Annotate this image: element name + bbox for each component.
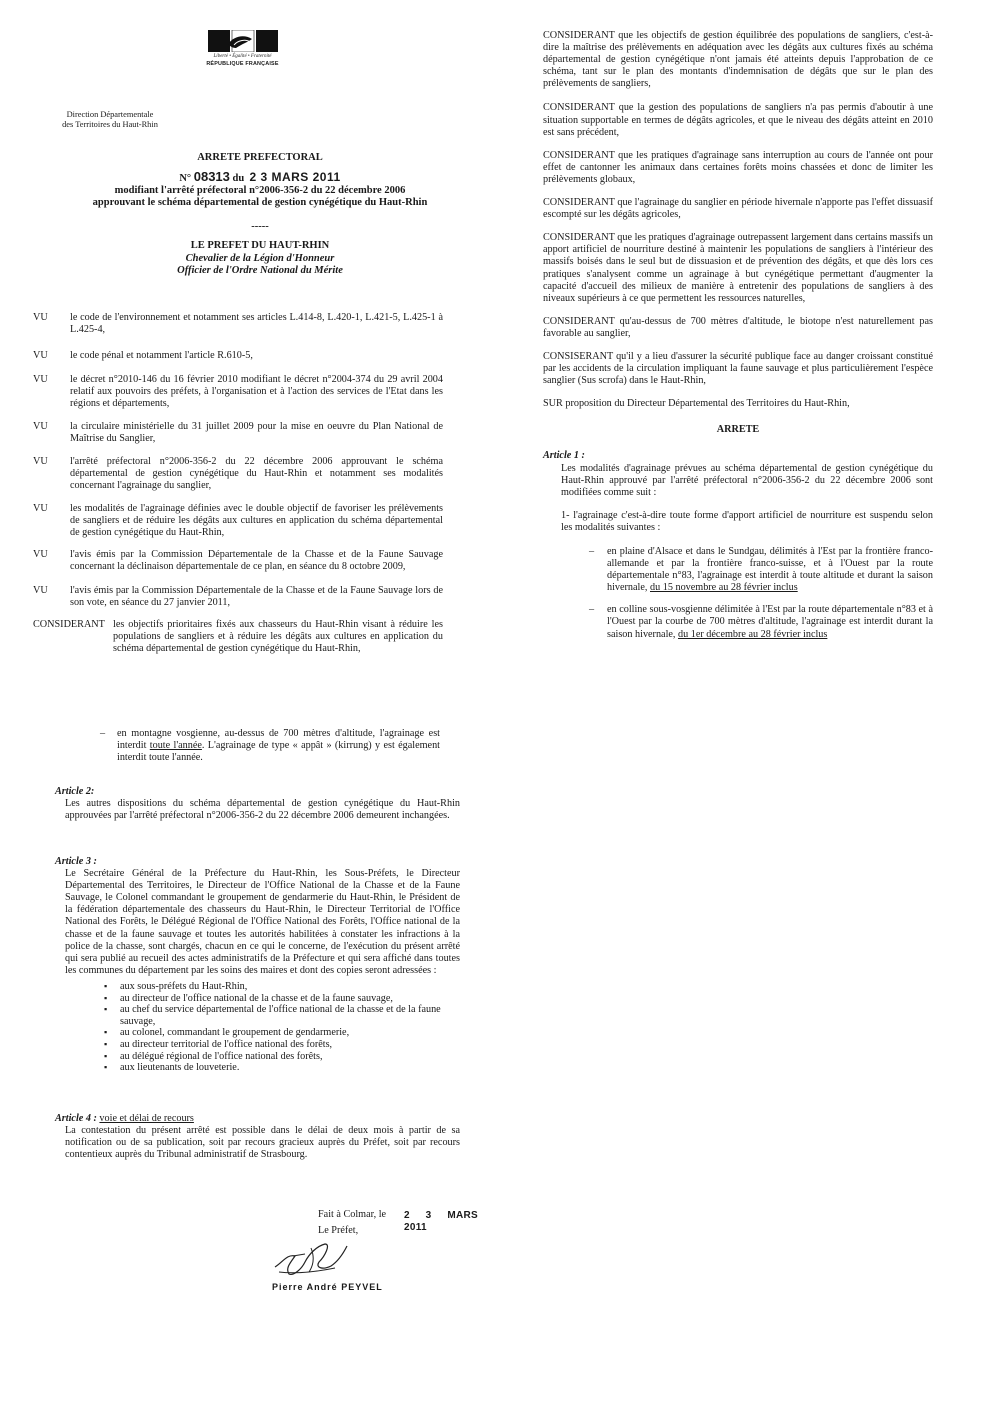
decree-subject-line-1: modifiant l'arrêté préfectoral n°2006-356-2 du 22 décembre 2006 [114,185,406,196]
prefect-title: LE PREFET DU HAUT-RHIN [190,240,330,251]
dash-bullet: – [589,546,595,557]
republic-name: RÉPUBLIQUE FRANÇAISE [206,61,279,67]
article-1-point-1: 1- l'agrainage c'est-à-dire toute forme d'apport artificiel de nourriture est suspendu selon les modalités suivantes : [561,509,933,533]
considerant-label: CONSIDERANT [543,197,615,209]
vu-text: l'avis émis par la Commission Départementale de la Chasse et de la Faune Sauvage lors de son vote, en séance du 27 janvier 2011, [70,585,443,609]
considerant-item [543,232,933,305]
zone-description: en montagne vosgienne, au-dessus de 700 mètres d'altitude, l'agrainage est interdit [117,728,440,752]
considerant-label: CONSIDERANT [543,315,615,327]
issuing-direction [40,110,180,130]
marianne-logo [200,30,285,80]
decree-number [60,171,460,186]
article-1-heading: Article 1 : [543,450,585,462]
article-4-text: La contestation du présent arrêté est possible dans le délai de deux mois à partir de sa notification ou de sa publication, soit par recours gracieux auprès du Préfet, soit par recours contentieux auprès du Tribunal administratif de Strasbourg. [65,1125,460,1161]
honor-line-1: Chevalier de la Légion d'Honneur [185,253,335,264]
article-3-heading: Article 3 : [55,856,97,867]
vu-text: la circulaire ministérielle du 31 juillet 2009 pour la mise en oeuvre du Plan National de Maîtrise du Sanglier, [70,421,443,445]
considerant-label: CONSISERANT [543,350,614,362]
considerant-text: que les pratiques d'agrainage outrepassent largement dans certains massifs un apport artificiel de nourriture destiné à maintenir les populations de sangliers à l'intérieur des massifs boisés dans le seul but de dissuasion et de prévention des dégâts, et que dès lors ces pratiques s'analysent comme un agrainage à but cynégétique permettant d'augmenter la capacité d'accueil des milieux de manière à entretenir des populations de sangliers à des niveaux supérieurs à ce que permettent les ressources naturelles, [543,232,933,304]
agrainage-zone-mountain [100,728,440,764]
decree-title: ARRETE PREFECTORAL [197,152,323,163]
article-4 [40,1113,460,1161]
considerants-column [543,30,933,641]
signature-date-stamp: 2 3 MARS 2011 [404,1210,478,1234]
recipient-item: ▪ aux lieutenants de louveterie. [110,1062,460,1074]
vu-text: le décret n°2010-146 du 16 février 2010 modifiant le décret n°2004-374 du 29 avril 2004 relatif aux pouvoirs des préfets, à l'organisation et à l'action des services de l'Etat dans les régions et départements, [70,374,443,410]
recipient-item: ▪ au directeur territorial de l'office national des forêts, [110,1039,460,1051]
zone-period: du 15 novembre au 28 février inclus [650,582,798,594]
recipient-item: ▪ au colonel, commandant le groupement de gendarmerie, [110,1027,460,1039]
vu-label: VU [33,421,48,432]
vu-item [33,374,443,414]
recipient-item: ▪ au directeur de l'office national de la chasse et de la faune sauvage, [110,993,460,1005]
handwritten-signature-icon [265,1232,355,1282]
vu-item [33,549,443,577]
separator: ----- [251,221,269,232]
vu-label: VU [33,503,48,514]
vu-text: l'arrêté préfectoral n°2006-356-2 du 22 décembre 2006 approuvant le schéma départemental de gestion cynégétique du Haut-Rhin et notamment ses modalités concernant l'agrainage du sanglier, [70,456,443,492]
republic-motto: Liberté • Égalité • Fraternité [213,54,272,59]
considerant-label: CONSIDERANT [543,232,615,244]
handwritten-number: 08313 [193,169,230,184]
considerant-text: que l'agrainage du sanglier en période hivernale n'apporte pas l'effet dissuasif escompté sur les dégâts agricoles, [543,197,933,221]
number-label: N° [179,173,192,184]
zone-description-end: . L'agrainage de type « appât » (kirrung) y est également interdit toute l'année. [117,740,440,764]
zone-description: en plaine d'Alsace et dans le Sundgau, délimités à l'Est par la frontière franco-allemande et par la frontière franco-suisse, et à l'Ouest par la route départementale n°83, l'agrainage est interdit à toute altitude et durant la saison hivernale, [607,546,933,594]
article-4-heading: Article 4 : [55,1113,97,1124]
considerant-item [543,150,933,186]
considerant-label: CONSIDERANT [33,619,105,630]
vu-text: les modalités de l'agrainage définies avec le double objectif de favoriser les prélèvements de sangliers et de réduire les dégâts aux cultures en application du schéma départemental de gestion cynégétique du Haut-Rhin, [70,503,443,539]
considerant-item [543,316,933,340]
considerant-label: CONSIDERANT [543,102,615,114]
recipient-item: ▪ au délégué régional de l'office national des forêts, [110,1051,460,1063]
considerant-text: que les objectifs de gestion équilibrée des populations de sangliers, c'est-à-dire la maîtrise des prélèvements en adéquation avec les dégâts aux cultures fixés au schéma départemental de gestion cynégétique n'ont jamais été atteints depuis l'approbation de ce schéma, tant sur le plan des montants d'indemnisation de dégâts que sur le plan des prélèvements de sangliers, [543,30,934,90]
zone-description: en colline sous-vosgienne délimitée à l'Est par la route départementale n°83 et à l'Ouest par la courbe de 700 mètres d'altitude, l'agrainage est interdit durant la saison hivernale, [607,604,933,640]
considerant-item [543,30,933,90]
recipient-item: ▪ au chef du service départemental de l'office national de la chasse et de la faune sauvage, [110,1004,460,1027]
considerant-label: CONSIDERANT [543,30,615,41]
honor-line-2: Officier de l'Ordre National du Mérite [177,265,343,276]
considerant-item [543,197,933,221]
article-1-intro: Les modalités d'agrainage prévues au schéma départemental de gestion cynégétique du Haut-Rhin approuvé par l'arrêté préfectoral n°2006-356-2 du 22 décembre 2006 sont modifiées comme suit : [561,462,933,498]
signatory-name: Pierre André PEYVEL [272,1282,383,1292]
zone-text [603,604,933,640]
article-2-text: Les autres dispositions du schéma départemental de gestion cynégétique du Haut-Rhin approuvées par l'arrêté préfectoral n°2006-356-2 du 22 décembre 2006 demeurent inchangées. [65,798,460,822]
direction-line-2: des Territoires du Haut-Rhin [62,120,158,129]
considerant-text: qu'il y a lieu d'assurer la sécurité publique face au danger croissant constitué par les accidents de la circulation impliquant la faune sauvage et plus particulièrement l'espèce sanglier (Sus scrofa) dans le Haut-Rhin, [543,350,934,387]
article-3 [40,856,460,1074]
considerant-item [543,102,933,138]
considerant-text: qu'au-dessus de 700 mètres d'altitude, le biotope n'est naturellement pas favorable au sanglier, [543,315,933,339]
direction-line-1: Direction Départementale [66,110,154,119]
vu-text: l'avis émis par la Commission Départementale de la Chasse et de la Faune Sauvage concernant la déclinaison départementale de ce plan, en séance du 8 octobre 2009, [70,549,443,573]
vu-label: VU [33,585,48,596]
signature-title: Le Préfet, [318,1225,359,1237]
article-1 [543,450,933,640]
vu-item [33,312,443,342]
recipient-item: ▪ aux sous-préfets du Haut-Rhin, [110,981,460,993]
agrainage-zone-hills [589,604,933,640]
vu-label: VU [33,350,48,361]
vu-item [33,503,443,543]
vu-item [33,456,443,496]
article-2-heading: Article 2: [55,786,95,797]
considerant-text: les objectifs prioritaires fixés aux chasseurs du Haut-Rhin visant à réduire les populations de sangliers et à réduire les dégâts aux cultures en application du schéma départemental de gestion cynégétique du Haut-Rhin, [113,619,443,655]
vu-label: VU [33,549,48,560]
zone-period: du 1er décembre au 28 février inclus [678,628,828,640]
considerant-item [543,351,933,387]
vu-item [33,421,443,449]
considerant-label: CONSIDERANT [543,149,615,161]
article-3-text: Le Secrétaire Général de la Préfecture du Haut-Rhin, les Sous-Préfets, le Directeur Départemental des Territoires, le Directeur de l'Office National de la Chasse et de la Faune Sauvage, le Colonel commandant le groupement de gendarmerie du Haut-Rhin, le Président de la fédération départementale des chasseurs du Haut-Rhin, le Directeur Territorial de l'Office National des Forêts, le Délégué Régional de l'Office National des Forêts, l'Office national de la chasse et de la faune sauvage et toutes les autorités habilitées à constater les infractions à la police de la chasse, sont chargés, chacun en ce qui le concerne, de l'exécution du présent arrêté qui sera publié au recueil des actes administratifs de la Préfecture et qui sera affiché dans toutes les communes du département par les soins des maires et dont des copies seront adressées : [65,868,460,976]
considerant-text: que les pratiques d'agrainage sans interruption au cours de l'année ont pour effet de cantonner les animaux dans certaines forêts moins chassées et donc de limiter les prélèvements globaux, [543,149,933,185]
vu-label: VU [33,312,48,323]
date-label: du [232,173,245,184]
vu-text: le code pénal et notamment l'article R.610-5, [70,350,253,361]
agrainage-zone-plain [589,546,933,594]
zone-period: toute l'année [149,740,202,752]
vu-item [33,585,443,613]
article-2 [40,786,460,822]
vu-item [33,350,443,365]
dash-bullet: – [589,604,595,616]
vu-text: le code de l'environnement et notamment ses articles L.414-8, L.420-1, L.421-5, L.425-1 à L.425-4, [70,312,443,336]
vu-label: VU [33,456,48,467]
sur-proposition: SUR proposition du Directeur Départemental des Territoires du Haut-Rhin, [543,398,850,410]
date-stamp: 2 3 MARS 2011 [249,170,341,184]
considerant-text: que la gestion des populations de sangliers n'a pas permis d'aboutir à une situation supportable en termes de dégâts agricoles, et que le niveau des dégâts atteint en 2010 est sans précédent, [543,102,934,138]
decree-subject-line-2: approuvant le schéma départemental de gestion cynégétique du Haut-Rhin [92,197,428,208]
recipients-list [110,981,460,1074]
zone-text [117,728,440,764]
marianne-emblem-icon [208,30,278,52]
article-4-subheading: voie et délai de recours [99,1113,194,1124]
signature-place: Fait à Colmar, le [318,1209,387,1220]
vu-label: VU [33,374,48,385]
article-4-heading-line [55,1113,460,1125]
zone-text [603,546,933,594]
dash-bullet: – [100,728,106,739]
arrete-heading: ARRETE [716,424,760,436]
